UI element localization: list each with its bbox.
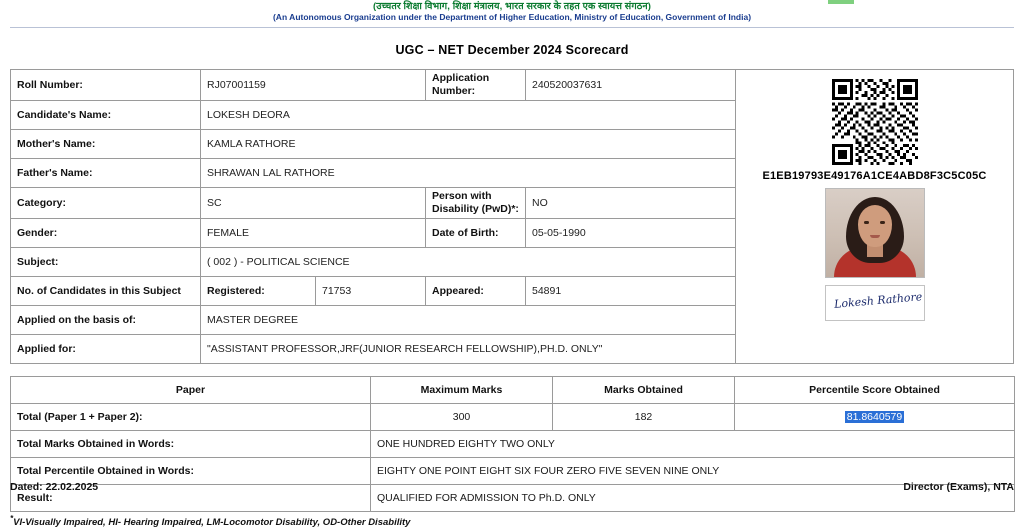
- marks-in-words-value: ONE HUNDRED EIGHTY TWO ONLY: [371, 431, 1015, 458]
- table-row: [11, 130, 736, 159]
- gender-label: Gender:: [11, 219, 201, 248]
- pwd-value: NO: [526, 188, 736, 219]
- total-percentile-value[interactable]: 81.8640579: [846, 410, 903, 423]
- roll-number-value: RJ07001159: [201, 70, 426, 101]
- application-number-value: 240520037631: [526, 70, 736, 101]
- footnote-marker: *: [10, 514, 14, 523]
- category-label: Category:: [11, 188, 201, 219]
- category-value: SC: [201, 188, 426, 219]
- total-percentile-cell[interactable]: [735, 404, 1015, 431]
- total-maximum-marks: 300: [371, 404, 553, 431]
- header-hindi-line: (उच्चतर शिक्षा विभाग, शिक्षा मंत्रालय, भारत सरकार के तहत एक स्वायत्त संगठन): [372, 1, 652, 12]
- footer: [10, 481, 1014, 493]
- registered-label: Registered:: [201, 277, 316, 306]
- candidate-photo: [825, 188, 925, 278]
- disability-footnote: [10, 514, 1014, 528]
- gender-value: FEMALE: [201, 219, 426, 248]
- percentile-in-words-value: EIGHTY ONE POINT EIGHT SIX FOUR ZERO FIVE SEVEN NINE ONLY: [371, 458, 1015, 485]
- table-row: [11, 159, 736, 188]
- qr-code-svg: [832, 79, 918, 165]
- subject-label: Subject:: [11, 248, 201, 277]
- appeared-label: Appeared:: [426, 277, 526, 306]
- subject-value: ( 002 ) - POLITICAL SCIENCE: [201, 248, 736, 277]
- candidate-name-label: Candidate's Name:: [11, 101, 201, 130]
- table-row: [11, 101, 736, 130]
- green-marker: [828, 0, 854, 4]
- header-divider: [10, 27, 1014, 28]
- dated-text: Dated: 22.02.2025: [10, 481, 99, 493]
- applied-for-value: "ASSISTANT PROFESSOR,JRF(JUNIOR RESEARCH FELLOWSHIP),PH.D. ONLY": [201, 335, 736, 364]
- result-label: Result:: [11, 485, 371, 512]
- applied-basis-label: Applied on the basis of:: [11, 306, 201, 335]
- column-header-percentile: Percentile Score Obtained: [735, 377, 1015, 404]
- table-row: [11, 188, 736, 219]
- table-row: [11, 70, 736, 101]
- candidate-details-area: [10, 69, 1014, 364]
- table-row: [11, 219, 736, 248]
- appeared-value: 54891: [526, 277, 736, 306]
- pwd-label: Person with Disability (PwD)*:: [426, 188, 526, 219]
- father-name-label: Father's Name:: [11, 159, 201, 188]
- candidate-details-table: [10, 69, 736, 364]
- header-english-line: (An Autonomous Organization under the Department of Higher Education, Ministry of Education, Government of India): [272, 12, 752, 22]
- table-row: [11, 306, 736, 335]
- roll-number-label: Roll Number:: [11, 70, 201, 101]
- table-row: [11, 404, 1015, 431]
- signatory-text: Director (Exams), NTA: [903, 481, 1014, 493]
- mother-name-label: Mother's Name:: [11, 130, 201, 159]
- column-header-marks-obtained: Marks Obtained: [553, 377, 735, 404]
- candidate-signature: [825, 285, 925, 321]
- mother-name-value: KAMLA RATHORE: [201, 130, 736, 159]
- table-row: [11, 335, 736, 364]
- qr-code-icon: [832, 79, 918, 165]
- column-header-maximum-marks: Maximum Marks: [371, 377, 553, 404]
- page-title: UGC – NET December 2024 Scorecard: [395, 43, 629, 57]
- table-row: [11, 277, 736, 306]
- result-value: QUALIFIED FOR ADMISSION TO Ph.D. ONLY: [371, 485, 1015, 512]
- footnote-text: VI-Visually Impaired, HI- Hearing Impaired, LM-Locomotor Disability, OD-Other Disability: [13, 517, 411, 528]
- total-row-label: Total (Paper 1 + Paper 2):: [11, 404, 371, 431]
- table-row: [11, 248, 736, 277]
- application-number-label: Application Number:: [426, 70, 526, 101]
- registered-value: 71753: [316, 277, 426, 306]
- dob-label: Date of Birth:: [426, 219, 526, 248]
- organization-header: [0, 0, 1024, 25]
- qr-hash-text: E1EB19793E49176A1CE4ABD8F3C5C05C: [762, 170, 987, 182]
- column-header-paper: Paper: [11, 377, 371, 404]
- candidate-name-value: LOKESH DEORA: [201, 101, 736, 130]
- applied-basis-value: MASTER DEGREE: [201, 306, 736, 335]
- signature-text: Lokesh Rathore: [833, 290, 923, 311]
- applied-for-label: Applied for:: [11, 335, 201, 364]
- identity-panel: [736, 69, 1014, 364]
- table-row: [11, 431, 1015, 458]
- marks-in-words-label: Total Marks Obtained in Words:: [11, 431, 371, 458]
- father-name-value: SHRAWAN LAL RATHORE: [201, 159, 736, 188]
- total-marks-obtained: 182: [553, 404, 735, 431]
- candidates-count-label: No. of Candidates in this Subject: [11, 277, 201, 306]
- percentile-in-words-label: Total Percentile Obtained in Words:: [11, 458, 371, 485]
- marks-table-header-row: [11, 377, 1015, 404]
- dob-value: 05-05-1990: [526, 219, 736, 248]
